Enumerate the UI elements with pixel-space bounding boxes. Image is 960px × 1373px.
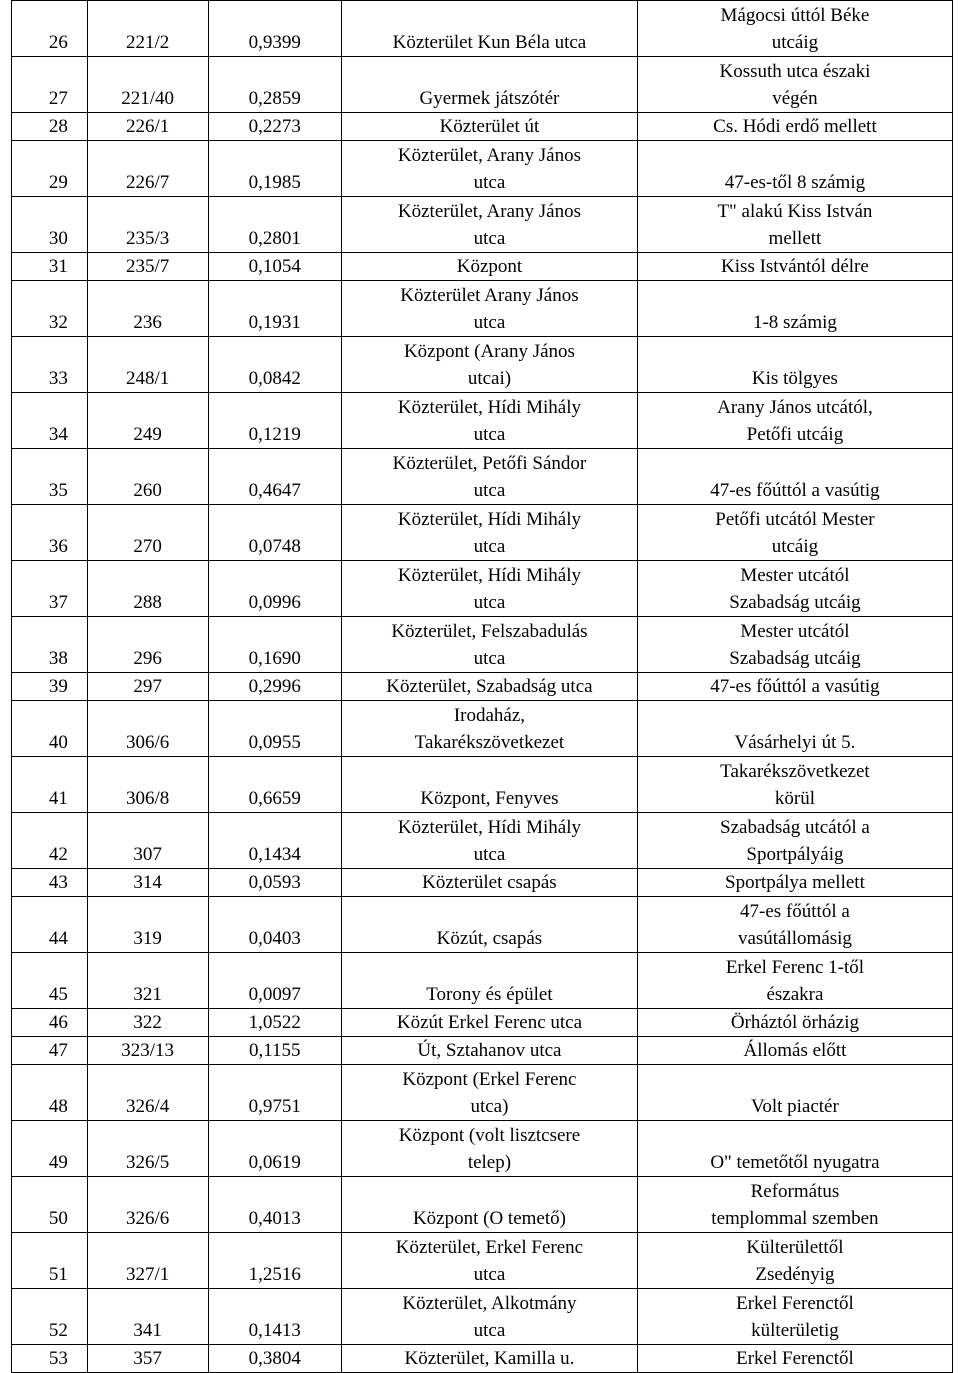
usage-description: Központ — [342, 253, 638, 281]
parcel-number: 288 — [87, 561, 208, 617]
location-description: Református templommal szemben — [637, 1177, 952, 1233]
parcel-number: 249 — [87, 393, 208, 449]
usage-description: Központ (O temető) — [342, 1177, 638, 1233]
parcel-number: 221/40 — [87, 57, 208, 113]
table-row — [12, 1037, 953, 1065]
usage-description: Közterület út — [342, 113, 638, 141]
area-value: 0,0619 — [208, 1121, 342, 1177]
parcel-number: 322 — [87, 1009, 208, 1037]
parcel-number: 248/1 — [87, 337, 208, 393]
location-description: Takarékszövetkezet körül — [637, 757, 952, 813]
row-number: 41 — [12, 757, 88, 813]
parcel-number: 226/1 — [87, 113, 208, 141]
table-row — [12, 701, 953, 757]
parcel-number: 236 — [87, 281, 208, 337]
table-row — [12, 869, 953, 897]
usage-description: Központ (volt lisztcsere telep) — [342, 1121, 638, 1177]
table-row — [12, 1121, 953, 1177]
row-number: 32 — [12, 281, 88, 337]
location-description: T" alakú Kiss István mellett — [637, 197, 952, 253]
table-row — [12, 1177, 953, 1233]
area-value: 0,0955 — [208, 701, 342, 757]
parcel-number: 296 — [87, 617, 208, 673]
usage-description: Közút Erkel Ferenc utca — [342, 1009, 638, 1037]
parcel-number: 314 — [87, 869, 208, 897]
usage-description: Közterület, Arany János utca — [342, 141, 638, 197]
usage-description: Torony és épület — [342, 953, 638, 1009]
location-description: Mester utcától Szabadság utcáig — [637, 617, 952, 673]
usage-description: Közterület, Hídi Mihály utca — [342, 393, 638, 449]
usage-description: Út, Sztahanov utca — [342, 1037, 638, 1065]
location-description: 47-es főúttól a vasútállomásig — [637, 897, 952, 953]
table-row — [12, 449, 953, 505]
parcel-number: 327/1 — [87, 1233, 208, 1289]
area-value: 0,2859 — [208, 57, 342, 113]
usage-description: Közterület, Kamilla u. — [342, 1345, 638, 1373]
usage-description: Közterület, Hídi Mihály utca — [342, 561, 638, 617]
usage-description: Közterület, Alkotmány utca — [342, 1289, 638, 1345]
parcel-number: 260 — [87, 449, 208, 505]
row-number: 52 — [12, 1289, 88, 1345]
table-row — [12, 813, 953, 869]
row-number: 38 — [12, 617, 88, 673]
area-value: 0,2273 — [208, 113, 342, 141]
area-value: 0,9399 — [208, 1, 342, 57]
table-row — [12, 953, 953, 1009]
area-value: 0,0842 — [208, 337, 342, 393]
table-row — [12, 197, 953, 253]
table-row — [12, 113, 953, 141]
table-row — [12, 393, 953, 449]
area-value: 0,0996 — [208, 561, 342, 617]
area-value: 0,2996 — [208, 673, 342, 701]
area-value: 1,0522 — [208, 1009, 342, 1037]
location-description: Erkel Ferenctől — [637, 1345, 952, 1373]
table-row — [12, 281, 953, 337]
table-row — [12, 1065, 953, 1121]
row-number: 44 — [12, 897, 88, 953]
usage-description: Közterület, Hídi Mihály utca — [342, 813, 638, 869]
row-number: 45 — [12, 953, 88, 1009]
row-number: 40 — [12, 701, 88, 757]
table-row — [12, 253, 953, 281]
usage-description: Központ (Erkel Ferenc utca) — [342, 1065, 638, 1121]
table-row — [12, 561, 953, 617]
location-description: 47-es-től 8 számig — [637, 141, 952, 197]
area-value: 0,0097 — [208, 953, 342, 1009]
row-number: 47 — [12, 1037, 88, 1065]
table-row — [12, 897, 953, 953]
table-row — [12, 337, 953, 393]
location-description: 47-es főúttól a vasútig — [637, 449, 952, 505]
area-value: 1,2516 — [208, 1233, 342, 1289]
location-description: Erkel Ferenctől külterületig — [637, 1289, 952, 1345]
table-row — [12, 617, 953, 673]
usage-description: Irodaház, Takarékszövetkezet — [342, 701, 638, 757]
row-number: 31 — [12, 253, 88, 281]
row-number: 42 — [12, 813, 88, 869]
table-row — [12, 1, 953, 57]
parcel-number: 341 — [87, 1289, 208, 1345]
parcel-number: 307 — [87, 813, 208, 869]
location-description: O" temetőtől nyugatra — [637, 1121, 952, 1177]
row-number: 35 — [12, 449, 88, 505]
location-description: Erkel Ferenc 1-től északra — [637, 953, 952, 1009]
row-number: 33 — [12, 337, 88, 393]
location-description: Cs. Hódi erdő mellett — [637, 113, 952, 141]
location-description: Volt piactér — [637, 1065, 952, 1121]
usage-description: Gyermek játszótér — [342, 57, 638, 113]
row-number: 48 — [12, 1065, 88, 1121]
table-row — [12, 1009, 953, 1037]
usage-description: Közterület Arany János utca — [342, 281, 638, 337]
table-row — [12, 57, 953, 113]
location-description: 47-es főúttól a vasútig — [637, 673, 952, 701]
area-value: 0,0593 — [208, 869, 342, 897]
area-value: 0,2801 — [208, 197, 342, 253]
area-value: 0,0403 — [208, 897, 342, 953]
area-value: 0,1434 — [208, 813, 342, 869]
usage-description: Közterület, Arany János utca — [342, 197, 638, 253]
table-row — [12, 1289, 953, 1345]
area-value: 0,9751 — [208, 1065, 342, 1121]
parcel-number: 270 — [87, 505, 208, 561]
usage-description: Közterület, Felszabadulás utca — [342, 617, 638, 673]
usage-description: Közterület, Szabadság utca — [342, 673, 638, 701]
property-table-body — [12, 1, 953, 1373]
location-description: Kiss Istvántól délre — [637, 253, 952, 281]
location-description: Külterülettől Zsedényig — [637, 1233, 952, 1289]
usage-description: Közút, csapás — [342, 897, 638, 953]
location-description: Kis tölgyes — [637, 337, 952, 393]
area-value: 0,4647 — [208, 449, 342, 505]
usage-description: Közterület Kun Béla utca — [342, 1, 638, 57]
usage-description: Közterület, Hídi Mihály utca — [342, 505, 638, 561]
property-table — [11, 0, 953, 1373]
location-description: Vásárhelyi út 5. — [637, 701, 952, 757]
location-description: Petőfi utcától Mester utcáig — [637, 505, 952, 561]
location-description: 1-8 számig — [637, 281, 952, 337]
table-row — [12, 1345, 953, 1373]
table-row — [12, 1233, 953, 1289]
location-description: Mester utcától Szabadság utcáig — [637, 561, 952, 617]
row-number: 34 — [12, 393, 88, 449]
parcel-number: 306/6 — [87, 701, 208, 757]
parcel-number: 357 — [87, 1345, 208, 1373]
row-number: 43 — [12, 869, 88, 897]
row-number: 29 — [12, 141, 88, 197]
location-description: Sportpálya mellett — [637, 869, 952, 897]
row-number: 46 — [12, 1009, 88, 1037]
area-value: 0,1931 — [208, 281, 342, 337]
parcel-number: 321 — [87, 953, 208, 1009]
parcel-number: 326/6 — [87, 1177, 208, 1233]
area-value: 0,1219 — [208, 393, 342, 449]
table-row — [12, 141, 953, 197]
parcel-number: 319 — [87, 897, 208, 953]
location-description: Arany János utcától, Petőfi utcáig — [637, 393, 952, 449]
location-description: Szabadság utcától a Sportpályáig — [637, 813, 952, 869]
location-description: Állomás előtt — [637, 1037, 952, 1065]
location-description: Kossuth utca északi végén — [637, 57, 952, 113]
area-value: 0,3804 — [208, 1345, 342, 1373]
area-value: 0,1413 — [208, 1289, 342, 1345]
row-number: 30 — [12, 197, 88, 253]
table-row — [12, 757, 953, 813]
parcel-number: 221/2 — [87, 1, 208, 57]
parcel-number: 323/13 — [87, 1037, 208, 1065]
parcel-number: 235/7 — [87, 253, 208, 281]
parcel-number: 235/3 — [87, 197, 208, 253]
row-number: 28 — [12, 113, 88, 141]
area-value: 0,4013 — [208, 1177, 342, 1233]
location-description: Mágocsi úttól Béke utcáig — [637, 1, 952, 57]
parcel-number: 326/4 — [87, 1065, 208, 1121]
area-value: 0,6659 — [208, 757, 342, 813]
area-value: 0,1985 — [208, 141, 342, 197]
area-value: 0,0748 — [208, 505, 342, 561]
row-number: 37 — [12, 561, 88, 617]
usage-description: Központ, Fenyves — [342, 757, 638, 813]
row-number: 26 — [12, 1, 88, 57]
row-number: 36 — [12, 505, 88, 561]
parcel-number: 306/8 — [87, 757, 208, 813]
usage-description: Közterület csapás — [342, 869, 638, 897]
row-number: 51 — [12, 1233, 88, 1289]
parcel-number: 297 — [87, 673, 208, 701]
parcel-number: 226/7 — [87, 141, 208, 197]
location-description: Örháztól örházig — [637, 1009, 952, 1037]
parcel-number: 326/5 — [87, 1121, 208, 1177]
usage-description: Közterület, Erkel Ferenc utca — [342, 1233, 638, 1289]
row-number: 50 — [12, 1177, 88, 1233]
area-value: 0,1054 — [208, 253, 342, 281]
row-number: 49 — [12, 1121, 88, 1177]
row-number: 27 — [12, 57, 88, 113]
area-value: 0,1155 — [208, 1037, 342, 1065]
row-number: 53 — [12, 1345, 88, 1373]
area-value: 0,1690 — [208, 617, 342, 673]
usage-description: Központ (Arany János utcai) — [342, 337, 638, 393]
table-row — [12, 673, 953, 701]
table-row — [12, 505, 953, 561]
row-number: 39 — [12, 673, 88, 701]
usage-description: Közterület, Petőfi Sándor utca — [342, 449, 638, 505]
